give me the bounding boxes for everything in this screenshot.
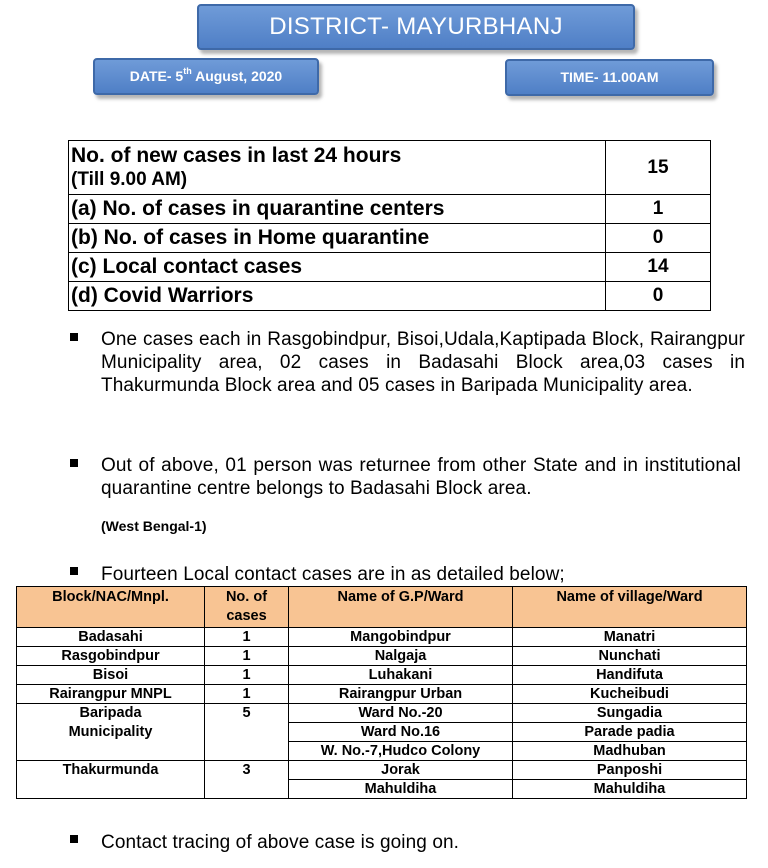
summary-value: 0 bbox=[606, 282, 711, 311]
cell-cases: 5 bbox=[205, 704, 289, 723]
cell-block: Baripada bbox=[17, 704, 205, 723]
cell-gp: Ward No.-20 bbox=[289, 704, 513, 723]
bullet-text-returnee: Out of above, 01 person was returnee from other State and in institutional quarantine centre belongs to Badasahi Block area. bbox=[101, 455, 741, 499]
table-row bbox=[17, 685, 747, 704]
summary-value: 15 bbox=[606, 141, 711, 195]
summary-label: (d) Covid Warriors bbox=[69, 282, 606, 311]
cell-cases: 3 bbox=[205, 761, 289, 780]
date-prefix: DATE- 5 bbox=[129, 68, 184, 84]
time-badge: TIME- 11.00AM bbox=[505, 59, 714, 96]
cell-cases bbox=[205, 780, 289, 799]
summary-label: (a) No. of cases in quarantine centers bbox=[69, 195, 606, 224]
summary-label: No. of new cases in last 24 hours (Till 9.00 AM) bbox=[69, 141, 606, 195]
column-header-block: Block/NAC/Mnpl. bbox=[17, 587, 205, 628]
table-row bbox=[17, 666, 747, 685]
cell-gp: Luhakani bbox=[289, 666, 513, 685]
summary-table bbox=[68, 140, 711, 311]
cell-block: Badasahi bbox=[17, 628, 205, 647]
table-row bbox=[17, 704, 747, 723]
cell-village: Panposhi bbox=[513, 761, 747, 780]
cell-gp: Ward No.16 bbox=[289, 723, 513, 742]
table-row bbox=[17, 761, 747, 780]
cell-block: Bisoi bbox=[17, 666, 205, 685]
cell-block: Rairangpur MNPL bbox=[17, 685, 205, 704]
cell-block: Rasgobindpur bbox=[17, 647, 205, 666]
table-row bbox=[17, 742, 747, 761]
cell-gp: Nalgaja bbox=[289, 647, 513, 666]
cell-village: Mahuldiha bbox=[513, 780, 747, 799]
cell-cases: 1 bbox=[205, 666, 289, 685]
local-contact-table bbox=[16, 586, 747, 799]
cell-village: Kucheibudi bbox=[513, 685, 747, 704]
returnee-origin-note: (West Bengal-1) bbox=[101, 518, 207, 534]
cell-cases: 1 bbox=[205, 647, 289, 666]
cell-gp: Rairangpur Urban bbox=[289, 685, 513, 704]
summary-row-home-quarantine bbox=[69, 224, 711, 253]
table-row bbox=[17, 723, 747, 742]
summary-label: (c) Local contact cases bbox=[69, 253, 606, 282]
cell-village: Sungadia bbox=[513, 704, 747, 723]
district-title: DISTRICT- MAYURBHANJ bbox=[197, 4, 635, 50]
table-row bbox=[17, 628, 747, 647]
cell-block bbox=[17, 780, 205, 799]
cell-cases: 1 bbox=[205, 628, 289, 647]
table-row bbox=[17, 780, 747, 799]
cell-village: Handifuta bbox=[513, 666, 747, 685]
bullet-text-contact-tracing: Contact tracing of above case is going on. bbox=[101, 832, 460, 853]
cell-village: Manatri bbox=[513, 628, 747, 647]
column-header-cases: No. of cases bbox=[205, 587, 289, 628]
column-header-village: Name of village/Ward bbox=[513, 587, 747, 628]
cell-cases bbox=[205, 742, 289, 761]
bullet-text-case-distribution: One cases each in Rasgobindpur, Bisoi,Udala,Kaptipada Block, Rairangpur Municipality area, 02 cases in Badasahi Block area,03 cases in Thakurmunda Block area and 05 cases in Baripada Municipality area. bbox=[101, 329, 745, 396]
cell-village: Nunchati bbox=[513, 647, 747, 666]
date-badge bbox=[93, 58, 319, 95]
local-table-header-row bbox=[17, 587, 747, 628]
cell-cases: 1 bbox=[205, 685, 289, 704]
cell-block bbox=[17, 742, 205, 761]
summary-value: 0 bbox=[606, 224, 711, 253]
cell-gp: Mahuldiha bbox=[289, 780, 513, 799]
cell-gp: W. No.-7,Hudco Colony bbox=[289, 742, 513, 761]
cell-cases bbox=[205, 723, 289, 742]
cell-block: Thakurmunda bbox=[17, 761, 205, 780]
summary-row-quarantine-centers bbox=[69, 195, 711, 224]
summary-row-covid-warriors bbox=[69, 282, 711, 311]
cell-block: Municipality bbox=[17, 723, 205, 742]
summary-value: 14 bbox=[606, 253, 711, 282]
cell-gp: Jorak bbox=[289, 761, 513, 780]
column-header-gp: Name of G.P/Ward bbox=[289, 587, 513, 628]
date-superscript: th bbox=[183, 66, 192, 77]
table-row bbox=[17, 647, 747, 666]
date-suffix: August, 2020 bbox=[195, 68, 283, 84]
cell-village: Madhuban bbox=[513, 742, 747, 761]
summary-value: 1 bbox=[606, 195, 711, 224]
summary-row-new-cases bbox=[69, 141, 711, 195]
cell-village: Parade padia bbox=[513, 723, 747, 742]
summary-row-local-contact bbox=[69, 253, 711, 282]
bullet-text-local-contacts: Fourteen Local contact cases are in as detailed below; bbox=[101, 564, 565, 585]
cell-gp: Mangobindpur bbox=[289, 628, 513, 647]
summary-label: (b) No. of cases in Home quarantine bbox=[69, 224, 606, 253]
